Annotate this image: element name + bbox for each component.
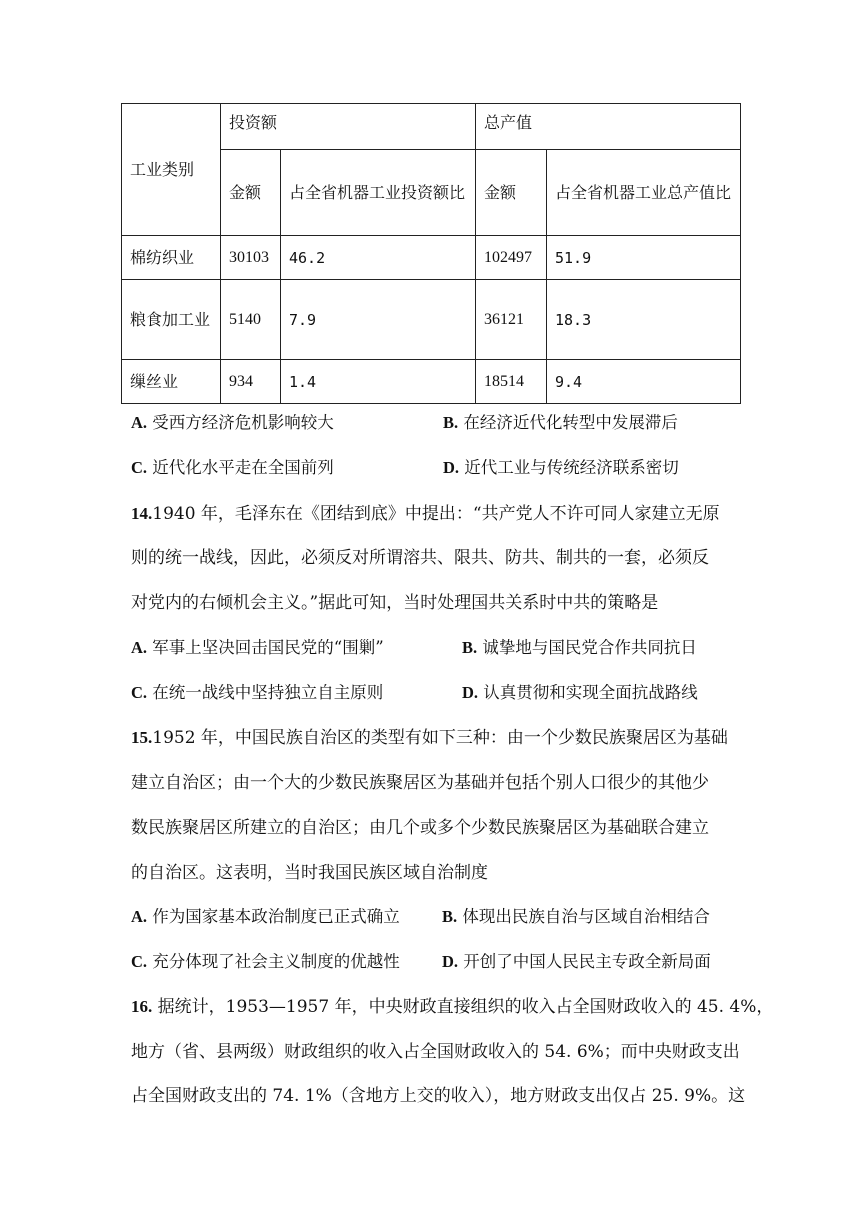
q15-stem-line: 15.1952 年，中国民族自治区的类型有如下三种：由一个少数民族聚居区为基础 [131,728,728,748]
sub-header-amount: 金额 [221,150,281,236]
cell-category: 棉纺织业 [122,236,221,280]
q13-option-b: B. 在经济近代化转型中发展滞后 [443,413,678,432]
q14-option-d: D. 认真贯彻和实现全面抗战路线 [462,683,698,702]
cell-output-pct: 18.3 [547,280,741,360]
q16-stem-line: 16. 据统计，1953—1957 年，中央财政直接组织的收入占全国财政收入的 45. 4%， [131,997,774,1017]
q14-option-b: B. 诚挚地与国民党合作共同抗日 [462,638,697,657]
q13-option-d: D. 近代工业与传统经济联系密切 [443,458,679,477]
group-header-investment: 投资额 [221,104,476,150]
q15-stem-line: 数民族聚居区所建立的自治区；由几个或多个少数民族聚居区为基础联合建立 [131,818,709,838]
table-row [122,236,741,280]
cell-output-pct: 51.9 [547,236,741,280]
cell-output-pct: 9.4 [547,360,741,404]
table-row [122,280,741,360]
table-row [122,360,741,404]
sub-header-output-ratio: 占全省机器工业总产值比 [547,150,741,236]
q14-stem-line: 对党内的右倾机会主义。”据此可知，当时处理国共关系时中共的策略是 [131,593,659,613]
cell-invest: 934 [221,360,281,404]
table-row-header: 工业类别 [122,104,221,236]
cell-category: 粮食加工业 [122,280,221,360]
group-header-output: 总产值 [476,104,741,150]
q14-stem-line: 则的统一战线，因此，必须反对所谓溶共、限共、防共、制共的一套，必须反 [131,548,709,568]
cell-invest-pct: 46.2 [281,236,476,280]
cell-category: 缫丝业 [122,360,221,404]
cell-invest-pct: 1.4 [281,360,476,404]
q14-option-a: A. 军事上坚决回击国民党的“围剿” [131,638,384,657]
q14-option-c: C. 在统一战线中坚持独立自主原则 [131,683,384,702]
cell-output: 102497 [476,236,547,280]
q15-stem-line: 的自治区。这表明，当时我国民族区域自治制度 [131,863,488,883]
q13-option-a: A. 受西方经济危机影响较大 [131,413,334,432]
cell-invest: 5140 [221,280,281,360]
cell-invest-pct: 7.9 [281,280,476,360]
q14-stem-line: 14.1940 年，毛泽东在《团结到底》中提出：“共产党人不许可同人家建立无原 [131,504,720,524]
q15-option-a: A. 作为国家基本政治制度已正式确立 [131,907,400,926]
q13-option-c: C. 近代化水平走在全国前列 [131,458,334,477]
q15-option-c: C. 充分体现了社会主义制度的优越性 [131,952,400,971]
q15-option-b: B. 体现出民族自治与区域自治相结合 [442,907,710,926]
cell-invest: 30103 [221,236,281,280]
q15-option-d: D. 开创了中国人民民主专政全新局面 [442,952,711,971]
sub-header-investment-ratio: 占全省机器工业投资额比 [281,150,476,236]
cell-output: 18514 [476,360,547,404]
q16-stem-line: 地方（省、县两级）财政组织的收入占全国财政收入的 54. 6%；而中央财政支出 [131,1042,740,1062]
cell-output: 36121 [476,280,547,360]
q15-stem-line: 建立自治区；由一个大的少数民族聚居区为基础并包括个别人口很少的其他少 [131,773,709,793]
sub-header-amount: 金额 [476,150,547,236]
industry-table [121,103,741,404]
q16-stem-line: 占全国财政支出的 74. 1%（含地方上交的收入），地方财政支出仅占 25. 9%。这 [131,1086,746,1106]
